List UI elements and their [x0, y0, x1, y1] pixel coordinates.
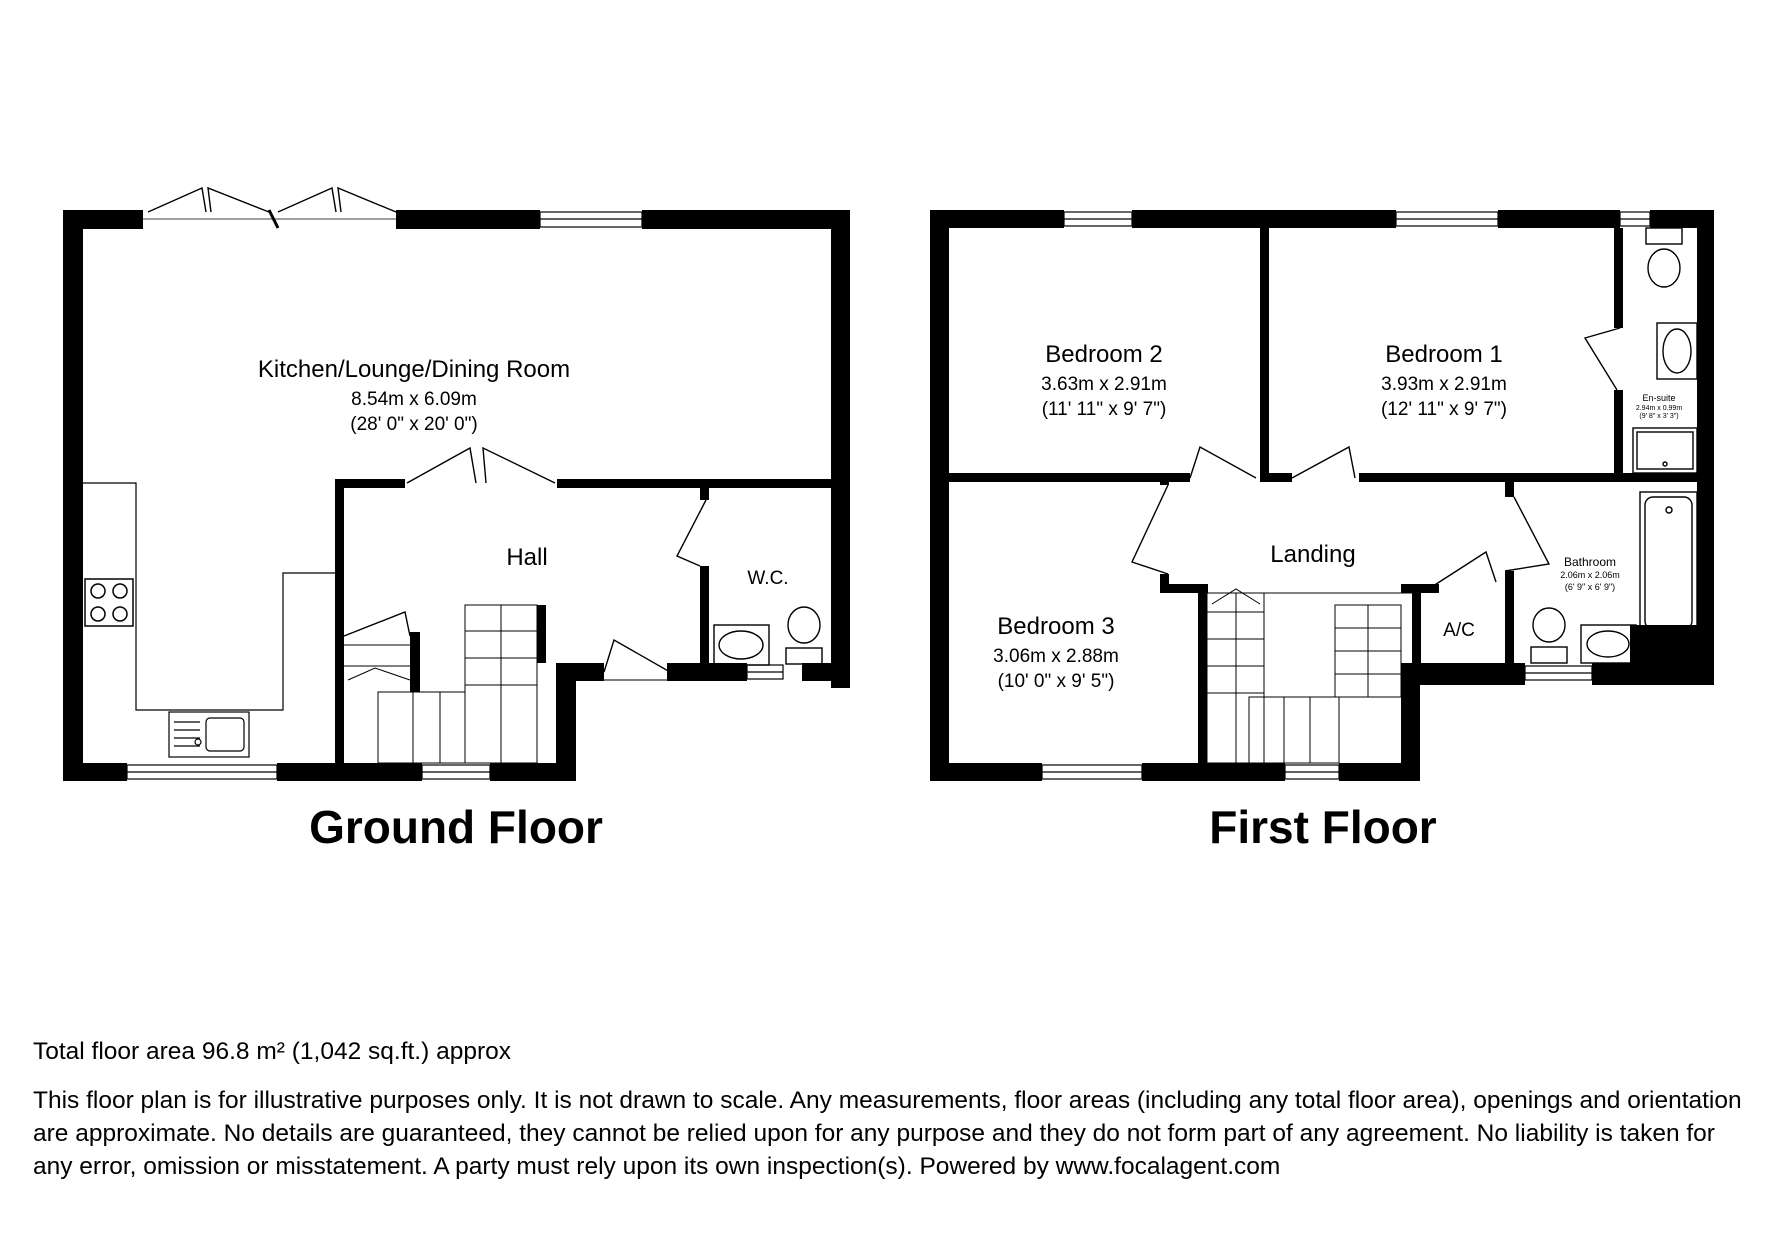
first-floor-stairs — [1207, 589, 1412, 763]
ensuite-imperial: (9' 8" x 3' 3") — [1639, 413, 1679, 420]
ensuite-metric: 2.94m x 0.99m — [1635, 405, 1683, 412]
bedroom3-imperial: (10' 0" x 9' 5") — [997, 671, 1115, 692]
hob-icon — [85, 579, 133, 626]
ensuite-name: En-suite — [1642, 393, 1676, 403]
disclaimer-text: This floor plan is for illustrative purposes only. It is not drawn to scale. Any measurements, floor areas (including any total floor area), openings and orientation are approximate. No details are guaranteed, they cannot be relied upon for any purpose and they do not form part of any agreement. No liability is taken for any error, omission or misstatement. A party must rely upon its own inspection(s). Powered by www.focalagent.com — [33, 1087, 1742, 1180]
bedroom2-metric: 3.63m x 2.91m — [1041, 374, 1167, 395]
bathroom-name: Bathroom — [1563, 555, 1617, 569]
first-floor-plan — [930, 210, 1714, 781]
hall-cupboard-door-icon — [604, 640, 670, 680]
kitchen-name: Kitchen/Lounge/Dining Room — [257, 356, 571, 383]
ground-floor-stairs — [344, 605, 537, 763]
bedroom2-name: Bedroom 2 — [1045, 341, 1163, 368]
sink-icon — [169, 712, 249, 757]
bedroom3-name: Bedroom 3 — [997, 613, 1115, 640]
ac-name: A/C — [1443, 620, 1475, 641]
wc-basin-icon — [714, 625, 769, 665]
bedroom2-imperial: (11' 11" x 9' 7") — [1041, 399, 1167, 420]
ensuite-basin-icon — [1657, 323, 1697, 379]
landing-name: Landing — [1270, 541, 1356, 568]
bathroom-metric: 2.06m x 2.06m — [1560, 570, 1620, 580]
ground-floor-outer-walls — [63, 210, 850, 781]
bathroom-basin-icon — [1581, 625, 1636, 663]
ground-floor-windows — [127, 212, 783, 779]
shower-tray-icon — [1633, 428, 1697, 473]
kitchen-metric: 8.54m x 6.09m — [351, 389, 477, 410]
bathroom-toilet-icon — [1531, 608, 1567, 663]
kitchen-worktop — [83, 483, 335, 710]
understairs-door-icon — [344, 612, 410, 636]
bedroom1-metric: 3.93m x 2.91m — [1381, 374, 1507, 395]
ensuite-toilet-icon — [1646, 228, 1682, 287]
hall-double-door-icon — [407, 448, 555, 483]
ground-floor-plan — [63, 188, 850, 781]
hall-name: Hall — [506, 544, 548, 571]
first-floor-windows — [1042, 212, 1650, 779]
ground-floor-title: Ground Floor — [309, 801, 603, 853]
first-floor-title: First Floor — [1209, 801, 1437, 853]
wc-door-icon — [677, 500, 706, 566]
bathroom-imperial: (6' 9" x 6' 9") — [1564, 582, 1616, 592]
first-floor-outer-walls — [930, 210, 1714, 781]
bifold-doors-icon — [143, 188, 396, 228]
bedroom3-metric: 3.06m x 2.88m — [993, 646, 1119, 667]
first-floor-doors — [1132, 328, 1620, 588]
kitchen-imperial: (28' 0" x 20' 0") — [350, 414, 478, 435]
ground-floor-inner-walls — [335, 479, 850, 763]
total-floor-area: Total floor area 96.8 m² (1,042 sq.ft.) approx — [33, 1038, 511, 1065]
wc-toilet-icon — [786, 607, 822, 664]
bath-icon — [1640, 492, 1697, 634]
bedroom1-imperial: (12' 11" x 9' 7") — [1380, 399, 1508, 420]
bedroom1-name: Bedroom 1 — [1385, 341, 1503, 368]
wc-name: W.C. — [747, 568, 789, 589]
